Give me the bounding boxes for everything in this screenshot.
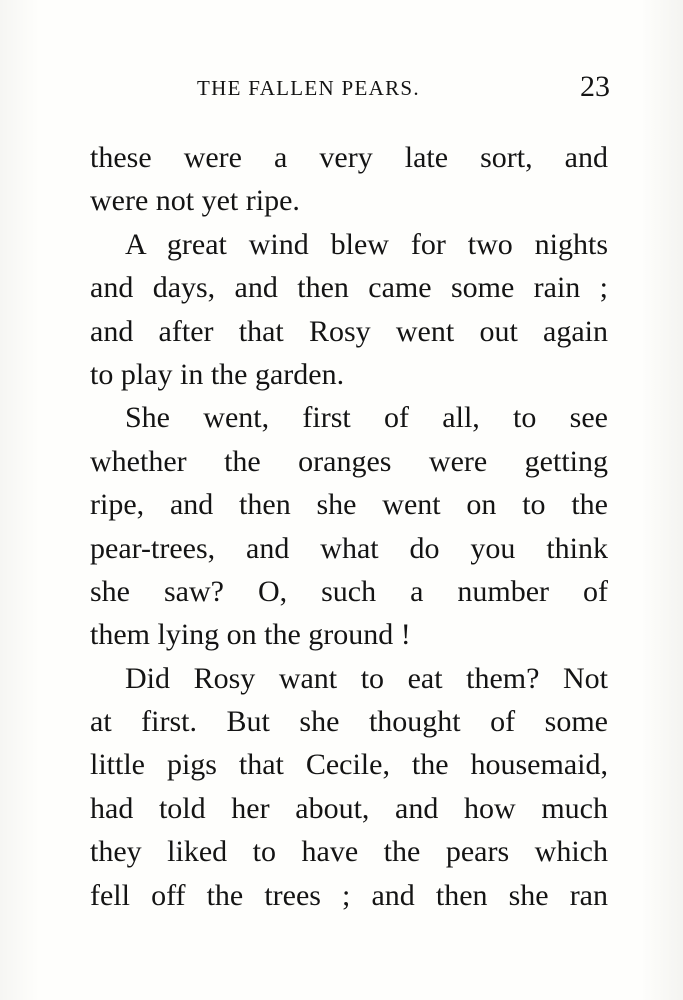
text-line: ripe, and then she went on to the	[90, 488, 608, 522]
text-line: at first. But she thought of some	[90, 705, 608, 739]
paragraph-first-line: Did Rosy want to eat them? Not	[125, 661, 608, 695]
text-line: had told her about, and how much	[90, 791, 608, 825]
text-line: they liked to have the pears which	[90, 835, 608, 869]
body-text	[90, 136, 608, 917]
text-line: to play in the garden.	[90, 357, 345, 391]
text-line: pear-trees, and what do you think	[90, 531, 608, 565]
paragraph-first-line: She went, first of all, to see	[125, 401, 608, 435]
paragraph-first-line: A great wind blew for two nights	[125, 227, 608, 261]
text-line: and after that Rosy went out again	[90, 314, 608, 348]
text-line: them lying on the ground !	[90, 618, 411, 652]
chapter-title: THE FALLEN PEARS.	[197, 76, 420, 100]
text-line: she saw? O, such a number of	[90, 574, 608, 608]
text-line: these were a very late sort, and	[90, 141, 608, 174]
page-number: 23	[580, 70, 610, 103]
text-line: whether the oranges were getting	[90, 444, 608, 478]
text-line: little pigs that Cecile, the housemaid,	[90, 748, 608, 782]
text-line: fell off the trees ; and then she ran	[90, 878, 608, 912]
running-header	[90, 68, 610, 108]
text-line: were not yet ripe.	[90, 184, 300, 218]
text-line: and days, and then came some rain ;	[90, 271, 608, 305]
